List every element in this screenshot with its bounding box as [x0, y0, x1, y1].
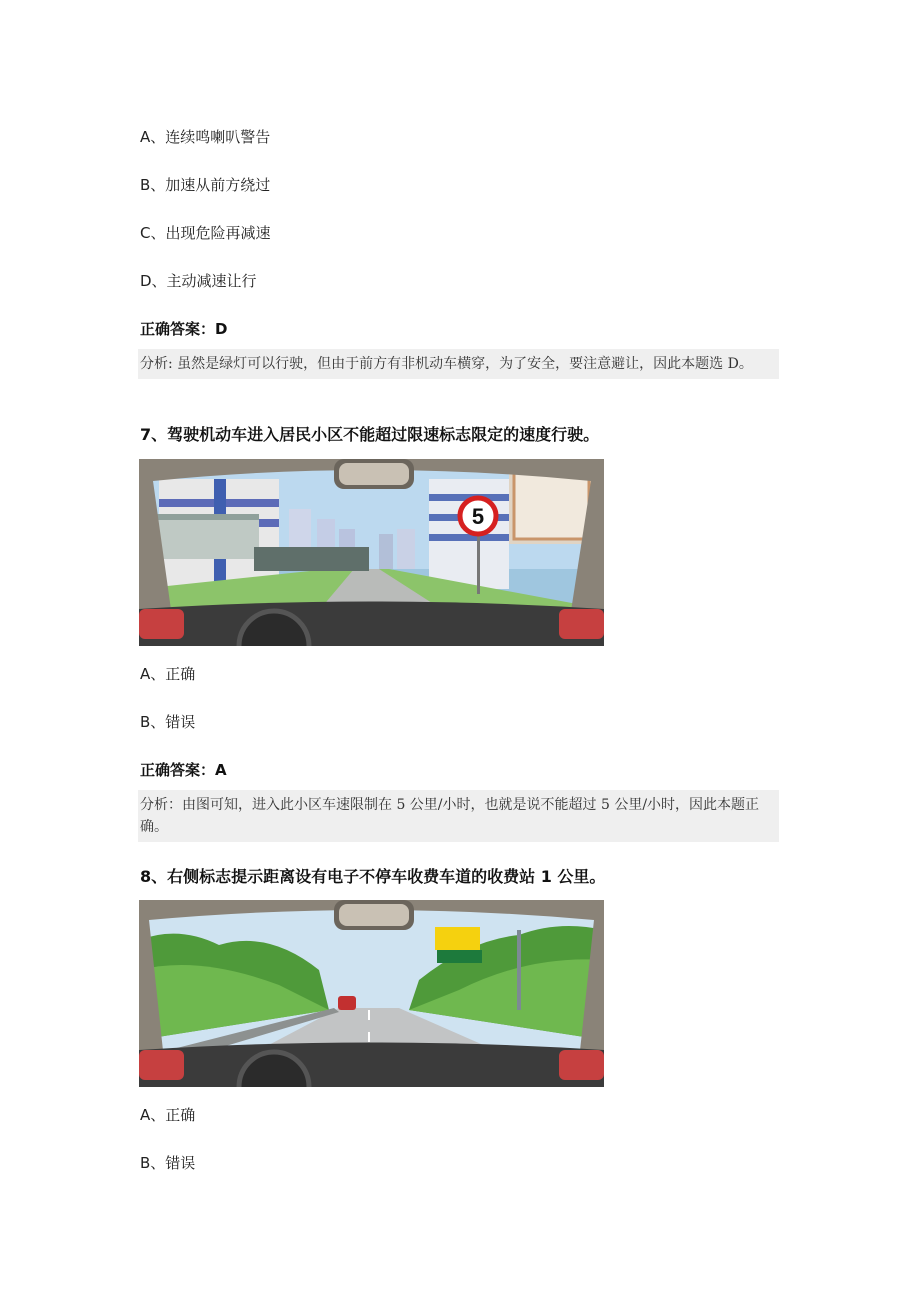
- q7-correct-answer: 正确答案：A: [140, 761, 227, 779]
- q8-highway-image: [139, 900, 604, 1087]
- q7-option-a[interactable]: A、正确: [140, 665, 196, 683]
- q8-question: 8、右侧标志提示距离设有电子不停车收费车道的收费站 1 公里。: [140, 867, 606, 886]
- q7-analysis: 分析：由图可知，进入此小区车速限制在 5 公里/小时，也就是说不能超过 5 公里/小时，因此本题正确。: [138, 790, 779, 842]
- q8-option-a[interactable]: A、正确: [140, 1106, 196, 1124]
- q8-option-b[interactable]: B、错误: [140, 1154, 196, 1172]
- q7-speed-sign-value: 5: [471, 504, 485, 529]
- q7-option-b[interactable]: B、错误: [140, 713, 196, 731]
- q6-option-d[interactable]: D、主动减速让行: [140, 272, 257, 290]
- q6-analysis: 分析: 虽然是绿灯可以行驶，但由于前方有非机动车横穿，为了安全，要注意避让，因此本题选 D。: [138, 349, 779, 379]
- q6-option-a[interactable]: A、连续鸣喇叭警告: [140, 128, 271, 146]
- q7-question: 7、驾驶机动车进入居民小区不能超过限速标志限定的速度行驶。: [140, 425, 600, 444]
- q7-residential-road-image: [139, 459, 604, 646]
- q6-option-b[interactable]: B、加速从前方绕过: [140, 176, 271, 194]
- q6-correct-answer: 正确答案：D: [140, 320, 228, 338]
- q6-option-c[interactable]: C、出现危险再减速: [140, 224, 271, 242]
